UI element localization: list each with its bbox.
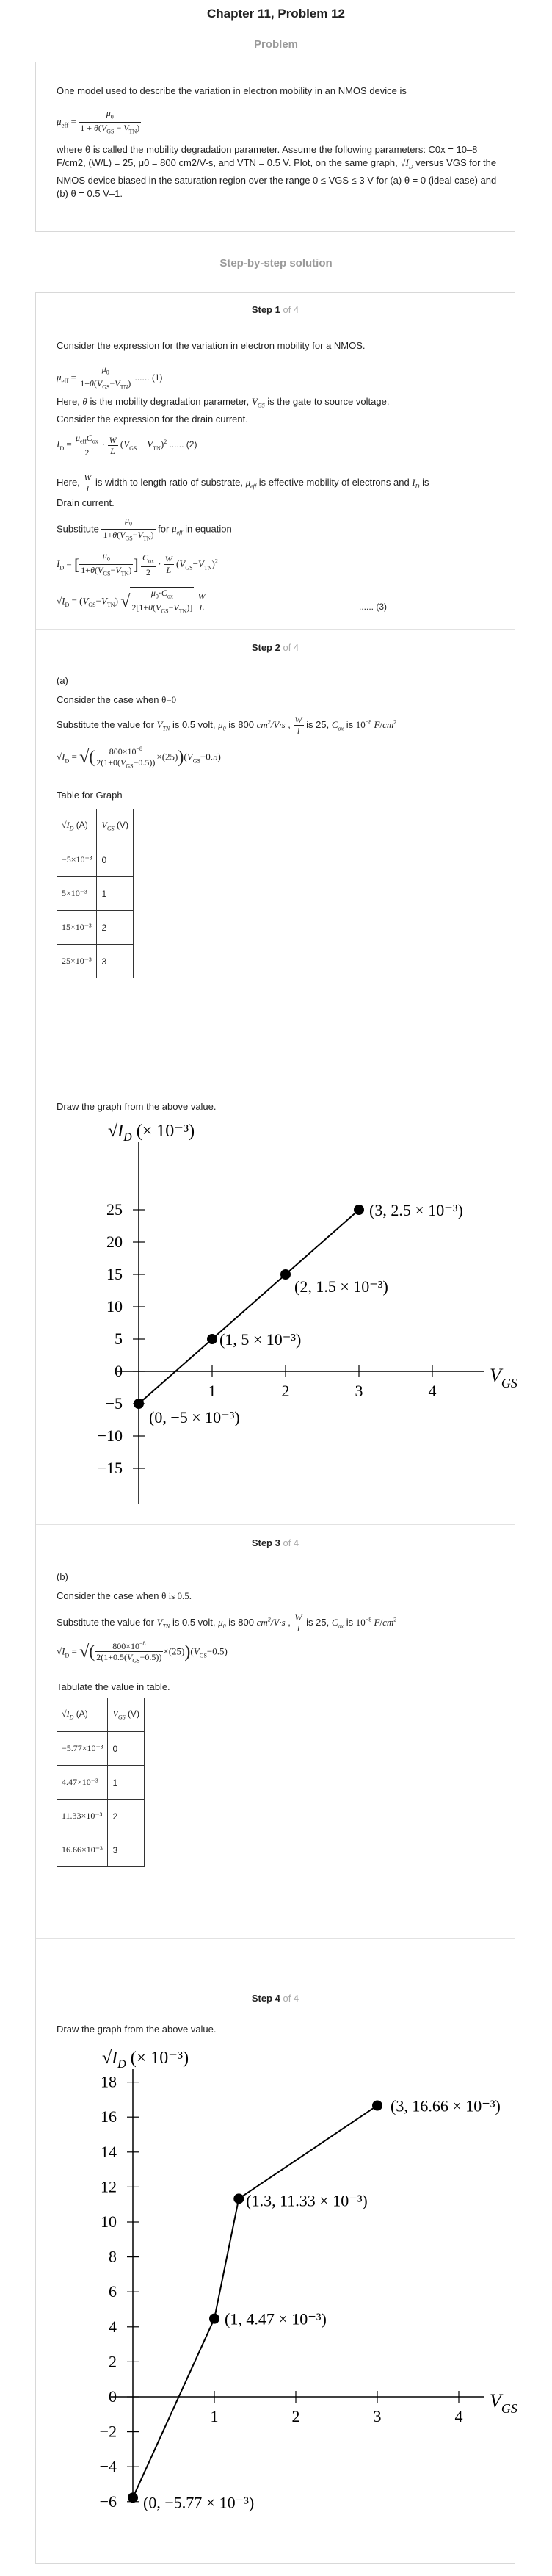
y-tick-label: −4: [99, 2457, 117, 2476]
table-cell: −5×10⁻³: [57, 843, 97, 877]
s3t2d: is 25,: [306, 1616, 330, 1628]
mobility-equation: $\mu_{eff}$ = $\frac{\mu_0}{1 + \theta(V_{GS} - V_{TN})}$: [57, 108, 140, 135]
step4-header: [36, 1993, 515, 2004]
table-cell: −5.77×10⁻³: [57, 1732, 108, 1766]
y-tick-label: 5: [115, 1330, 123, 1348]
col2-header: $V_{GS}$ (V): [97, 809, 133, 843]
step1-text4e: Drain current.: [57, 497, 115, 508]
table-cell: 3: [108, 1833, 144, 1867]
step3-of: of 4: [283, 1537, 299, 1548]
x-tick-label: 1: [208, 1382, 217, 1400]
table-cell: 2: [108, 1800, 144, 1833]
step4-graph-title: Draw the graph from the above value.: [57, 2024, 217, 2035]
step1-text5: Substitute $\frac{\mu_0}{1+\theta(V_{GS}-V_{TN})}$ for $\mu_{eff}$ in equation: [57, 515, 232, 542]
step3-label: Step 3: [251, 1537, 280, 1548]
table-cell: 0: [108, 1732, 144, 1766]
table-cell: 1: [108, 1766, 144, 1800]
x-axis-label: $V_{GS}$: [490, 1365, 518, 1390]
y-tick-label: 6: [109, 2282, 117, 2301]
data-point: [354, 1205, 364, 1215]
series-line: [139, 1210, 359, 1404]
y-tick-label: 20: [106, 1233, 123, 1251]
problem-intro: One model used to describe the variation in electron mobility in an NMOS device is: [57, 85, 407, 96]
t4b: is width to length ratio of substrate,: [95, 476, 243, 488]
s2t2b: is 0.5 volt,: [172, 718, 216, 730]
col2-header: $V_{GS}$ (V): [108, 1698, 144, 1732]
step3-header: [36, 1537, 515, 1548]
t4c: is effective mobility of electrons and: [258, 476, 410, 488]
s2t2d: is 25,: [306, 718, 330, 730]
x-tick-label: 2: [291, 2407, 300, 2425]
y-tick-label: 18: [101, 2072, 117, 2091]
step2-table: [57, 809, 134, 978]
data-point: [128, 2492, 138, 2503]
x-tick-label: 4: [428, 1382, 437, 1400]
s3t2a: Substitute the value for: [57, 1616, 154, 1628]
step2-eq: $√I_D$ = √( $\frac{800\times 10^{-8}}{2(1+0(V_{GS}-0.5))}$ $\times(25))(V_{GS}-0.5)$: [57, 746, 221, 770]
step4-of: of 4: [283, 1993, 299, 2004]
y-tick-label: 14: [101, 2142, 117, 2161]
step1-eq3b: $√I_D = (V_{GS}-V_{TN})$ √ $\frac{\mu_0\cdot C_{ox}}{2[1+\theta(V_{GS}-V_{TN})]}$ $\frac{W}{L}$: [57, 587, 207, 617]
page-title: Chapter 11, Problem 12: [206, 7, 346, 21]
chart-a: [51, 1114, 518, 1509]
divider: [36, 1524, 515, 1525]
s3t1a: Consider the case when: [57, 1590, 159, 1601]
col1-header: $√I_D$ (A): [57, 1698, 108, 1732]
s2t1b: θ=0: [161, 694, 177, 705]
s3t2e: is: [346, 1616, 354, 1628]
x-axis-label: $V_{GS}$: [490, 2390, 518, 2416]
y-axis-label: $√I_D$ (× 10⁻³): [108, 1122, 195, 1144]
step1-eq2: $I_D$ = $\frac{\mu_{eff}C_{ox}}{2}$ · $\frac{W}{L}$ $(V_{GS} - V_{TN})^2$ ...... (2): [57, 433, 197, 458]
step3-text2: Substitute the value for $V_{TN}$ is 0.5 volt, $\mu_0$ is 800 $cm^2/V\cdot s$ , $\frac{W}{l}$ is 25, $C_{ox}$ is $10^{-8}$ $F/cm^2$: [57, 1612, 397, 1634]
table-cell: 15×10⁻³: [57, 911, 97, 945]
series-line: [133, 2105, 377, 2497]
s2t1a: Consider the case when: [57, 694, 159, 705]
eq2-tag: ...... (2): [169, 439, 197, 450]
s3t1b: θ is 0.5.: [161, 1590, 192, 1601]
table-cell: 25×10⁻³: [57, 945, 97, 978]
data-point: [372, 2100, 382, 2110]
t4a: Here,: [57, 476, 80, 488]
y-tick-label: 10: [106, 1297, 123, 1316]
y-tick-label: 0: [115, 1362, 123, 1380]
step1-eq1: $\mu_{eff}$ = $\frac{\mu_0}{1+\theta(V_{GS}-V_{TN})}$ ...... (1): [57, 364, 163, 391]
data-point: [207, 1334, 217, 1344]
chart-b: [51, 2040, 518, 2512]
table-cell: 5×10⁻³: [57, 877, 97, 911]
y-tick-label: 12: [101, 2177, 117, 2196]
step2-label: Step 2: [251, 642, 280, 653]
y-tick-label: −6: [99, 2492, 117, 2511]
data-label: (2, 1.5 × 10⁻³): [294, 1277, 388, 1296]
x-tick-label: 3: [373, 2407, 382, 2425]
problem-heading: Problem: [253, 38, 298, 51]
step2-header: [36, 642, 515, 653]
eq1-tag: ...... (1): [134, 372, 163, 383]
y-tick-label: 15: [106, 1265, 123, 1283]
y-tick-label: 2: [109, 2352, 117, 2371]
col1-unit: (A): [76, 1709, 88, 1720]
step1-label: Step 1: [251, 304, 280, 315]
s3t2c: is 800: [228, 1616, 254, 1628]
problem-body: [57, 143, 497, 201]
y-tick-label: 25: [106, 1200, 123, 1219]
s2t2a: Substitute the value for: [57, 718, 154, 730]
data-label: (0, −5.77 × 10⁻³): [143, 2493, 255, 2512]
x-tick-label: 4: [454, 2407, 463, 2425]
step1-of: of 4: [283, 304, 299, 315]
t2b: is the mobility degradation parameter,: [90, 396, 250, 407]
t5a: Substitute: [57, 523, 99, 535]
t2a: Here,: [57, 396, 80, 407]
y-tick-label: −15: [97, 1459, 123, 1477]
data-label: (1, 5 × 10⁻³): [219, 1330, 302, 1349]
data-label: (3, 16.66 × 10⁻³): [391, 2096, 501, 2115]
t5b: for: [158, 523, 170, 535]
y-tick-label: 10: [101, 2212, 117, 2231]
y-tick-label: 0: [109, 2387, 117, 2406]
t4d: is: [422, 476, 429, 488]
step3-table-title: Tabulate the value in table.: [57, 1681, 170, 1692]
data-point: [134, 1399, 144, 1409]
col1-unit: (A): [76, 820, 88, 831]
x-tick-label: 2: [281, 1382, 290, 1400]
x-tick-label: 1: [210, 2407, 219, 2425]
problem-card: [35, 62, 515, 232]
col2-unit: (V): [116, 820, 128, 831]
y-tick-label: 4: [109, 2317, 117, 2336]
y-tick-label: −5: [105, 1394, 123, 1413]
y-tick-label: −2: [99, 2422, 117, 2441]
table-cell: 2: [97, 911, 133, 945]
step1-header: [36, 304, 515, 315]
step2-text1: [57, 694, 176, 706]
t5c: in equation: [185, 523, 232, 535]
step1-text1: Consider the expression for the variation in electron mobility for a NMOS.: [57, 340, 366, 351]
t2c: is the gate to source voltage.: [267, 396, 390, 407]
solution-card: [35, 292, 518, 2564]
divider: [36, 1938, 515, 1939]
solution-heading: Step-by-step solution: [219, 257, 333, 270]
step3-text1: [57, 1590, 192, 1602]
sqrt-id-symbol: $√I_D$: [400, 157, 413, 170]
s2t2e: is: [346, 718, 354, 730]
s3t2b: is 0.5 volt,: [172, 1616, 216, 1628]
problem-body-text2: versus VGS for the NMOS device biased in the saturation region over the range 0 ≤ VGS ≤ 3 V for (a) θ = 0 (ideal case) and (b) θ = 0.5 V–1.: [57, 157, 497, 199]
table-cell: 4.47×10⁻³: [57, 1766, 108, 1800]
x-tick-label: 3: [355, 1382, 363, 1400]
problem-body-text: where θ is called the mobility degradation parameter. Assume the following parameters: C0x = 10–8 F/cm2, (W/L) = 25, μ0 = 800 cm2/V-s, and VTN = 0.5 V. Plot, on the same graph,: [57, 144, 478, 168]
y-tick-label: 8: [109, 2247, 117, 2266]
step4-label: Step 4: [251, 1993, 280, 2004]
data-label: (0, −5 × 10⁻³): [149, 1408, 240, 1426]
step3-eq: $√I_D$ = √( $\frac{800\times 10^{-8}}{2(1+0.5(V_{GS}-0.5))}$ $\times(25))(V_{GS}-0.5)$: [57, 1640, 228, 1664]
s2t2c: is 800: [228, 718, 254, 730]
step2-text2: Substitute the value for $V_{TN}$ is 0.5 volt, $\mu_0$ is 800 $cm^2/V\cdot s$ , $\frac{W}{l}$ is 25, $C_{ox}$ is $10^{-8}$ $F/cm^2$: [57, 715, 397, 736]
table-cell: 0: [97, 843, 133, 877]
y-axis-label: $√I_D$ (× 10⁻³): [102, 2049, 189, 2071]
col1-header: $√I_D$ (A): [57, 809, 97, 843]
table-cell: 1: [97, 877, 133, 911]
step3-case: (b): [57, 1571, 68, 1582]
data-label: (1, 4.47 × 10⁻³): [225, 2309, 327, 2328]
y-tick-label: 16: [101, 2107, 117, 2126]
step1-text3: Consider the expression for the drain current.: [57, 414, 248, 425]
step1-text2: Here, θ is the mobility degradation parameter, $V_{GS}$ is the gate to source voltage.: [57, 396, 390, 409]
step2-table-title: Table for Graph: [57, 790, 123, 801]
table-cell: 16.66×10⁻³: [57, 1833, 108, 1867]
eq3-tag: ...... (3): [359, 602, 388, 612]
divider: [36, 629, 515, 630]
col2-unit: (V): [127, 1709, 139, 1720]
step1-text4: Here, $\frac{W}{l}$ is width to length ratio of substrate, $\mu_{eff}$ is effective mobility of electrons and $I_D$ is: [57, 472, 429, 494]
data-point: [233, 2193, 244, 2204]
step2-of: of 4: [283, 642, 299, 653]
data-point: [209, 2314, 219, 2324]
step3-table: [57, 1698, 145, 1867]
data-label: (1.3, 11.33 × 10⁻³): [246, 2191, 368, 2210]
data-label: (3, 2.5 × 10⁻³): [369, 1201, 463, 1219]
table-cell: 11.33×10⁻³: [57, 1800, 108, 1833]
data-point: [280, 1269, 291, 1280]
y-tick-label: −10: [97, 1426, 123, 1445]
step1-eq3a: $I_D$ = [ $\frac{\mu_0}{1+\theta(V_{GS}-V_{TN})}$ ] $\frac{C_{ox}}{2}$ · $\frac{W}{L}$ $(V_{GS}-V_{TN})^2$: [57, 550, 218, 578]
table-cell: 3: [97, 945, 133, 978]
step2-case: (a): [57, 675, 68, 686]
step2-graph-title: Draw the graph from the above value.: [57, 1101, 217, 1112]
